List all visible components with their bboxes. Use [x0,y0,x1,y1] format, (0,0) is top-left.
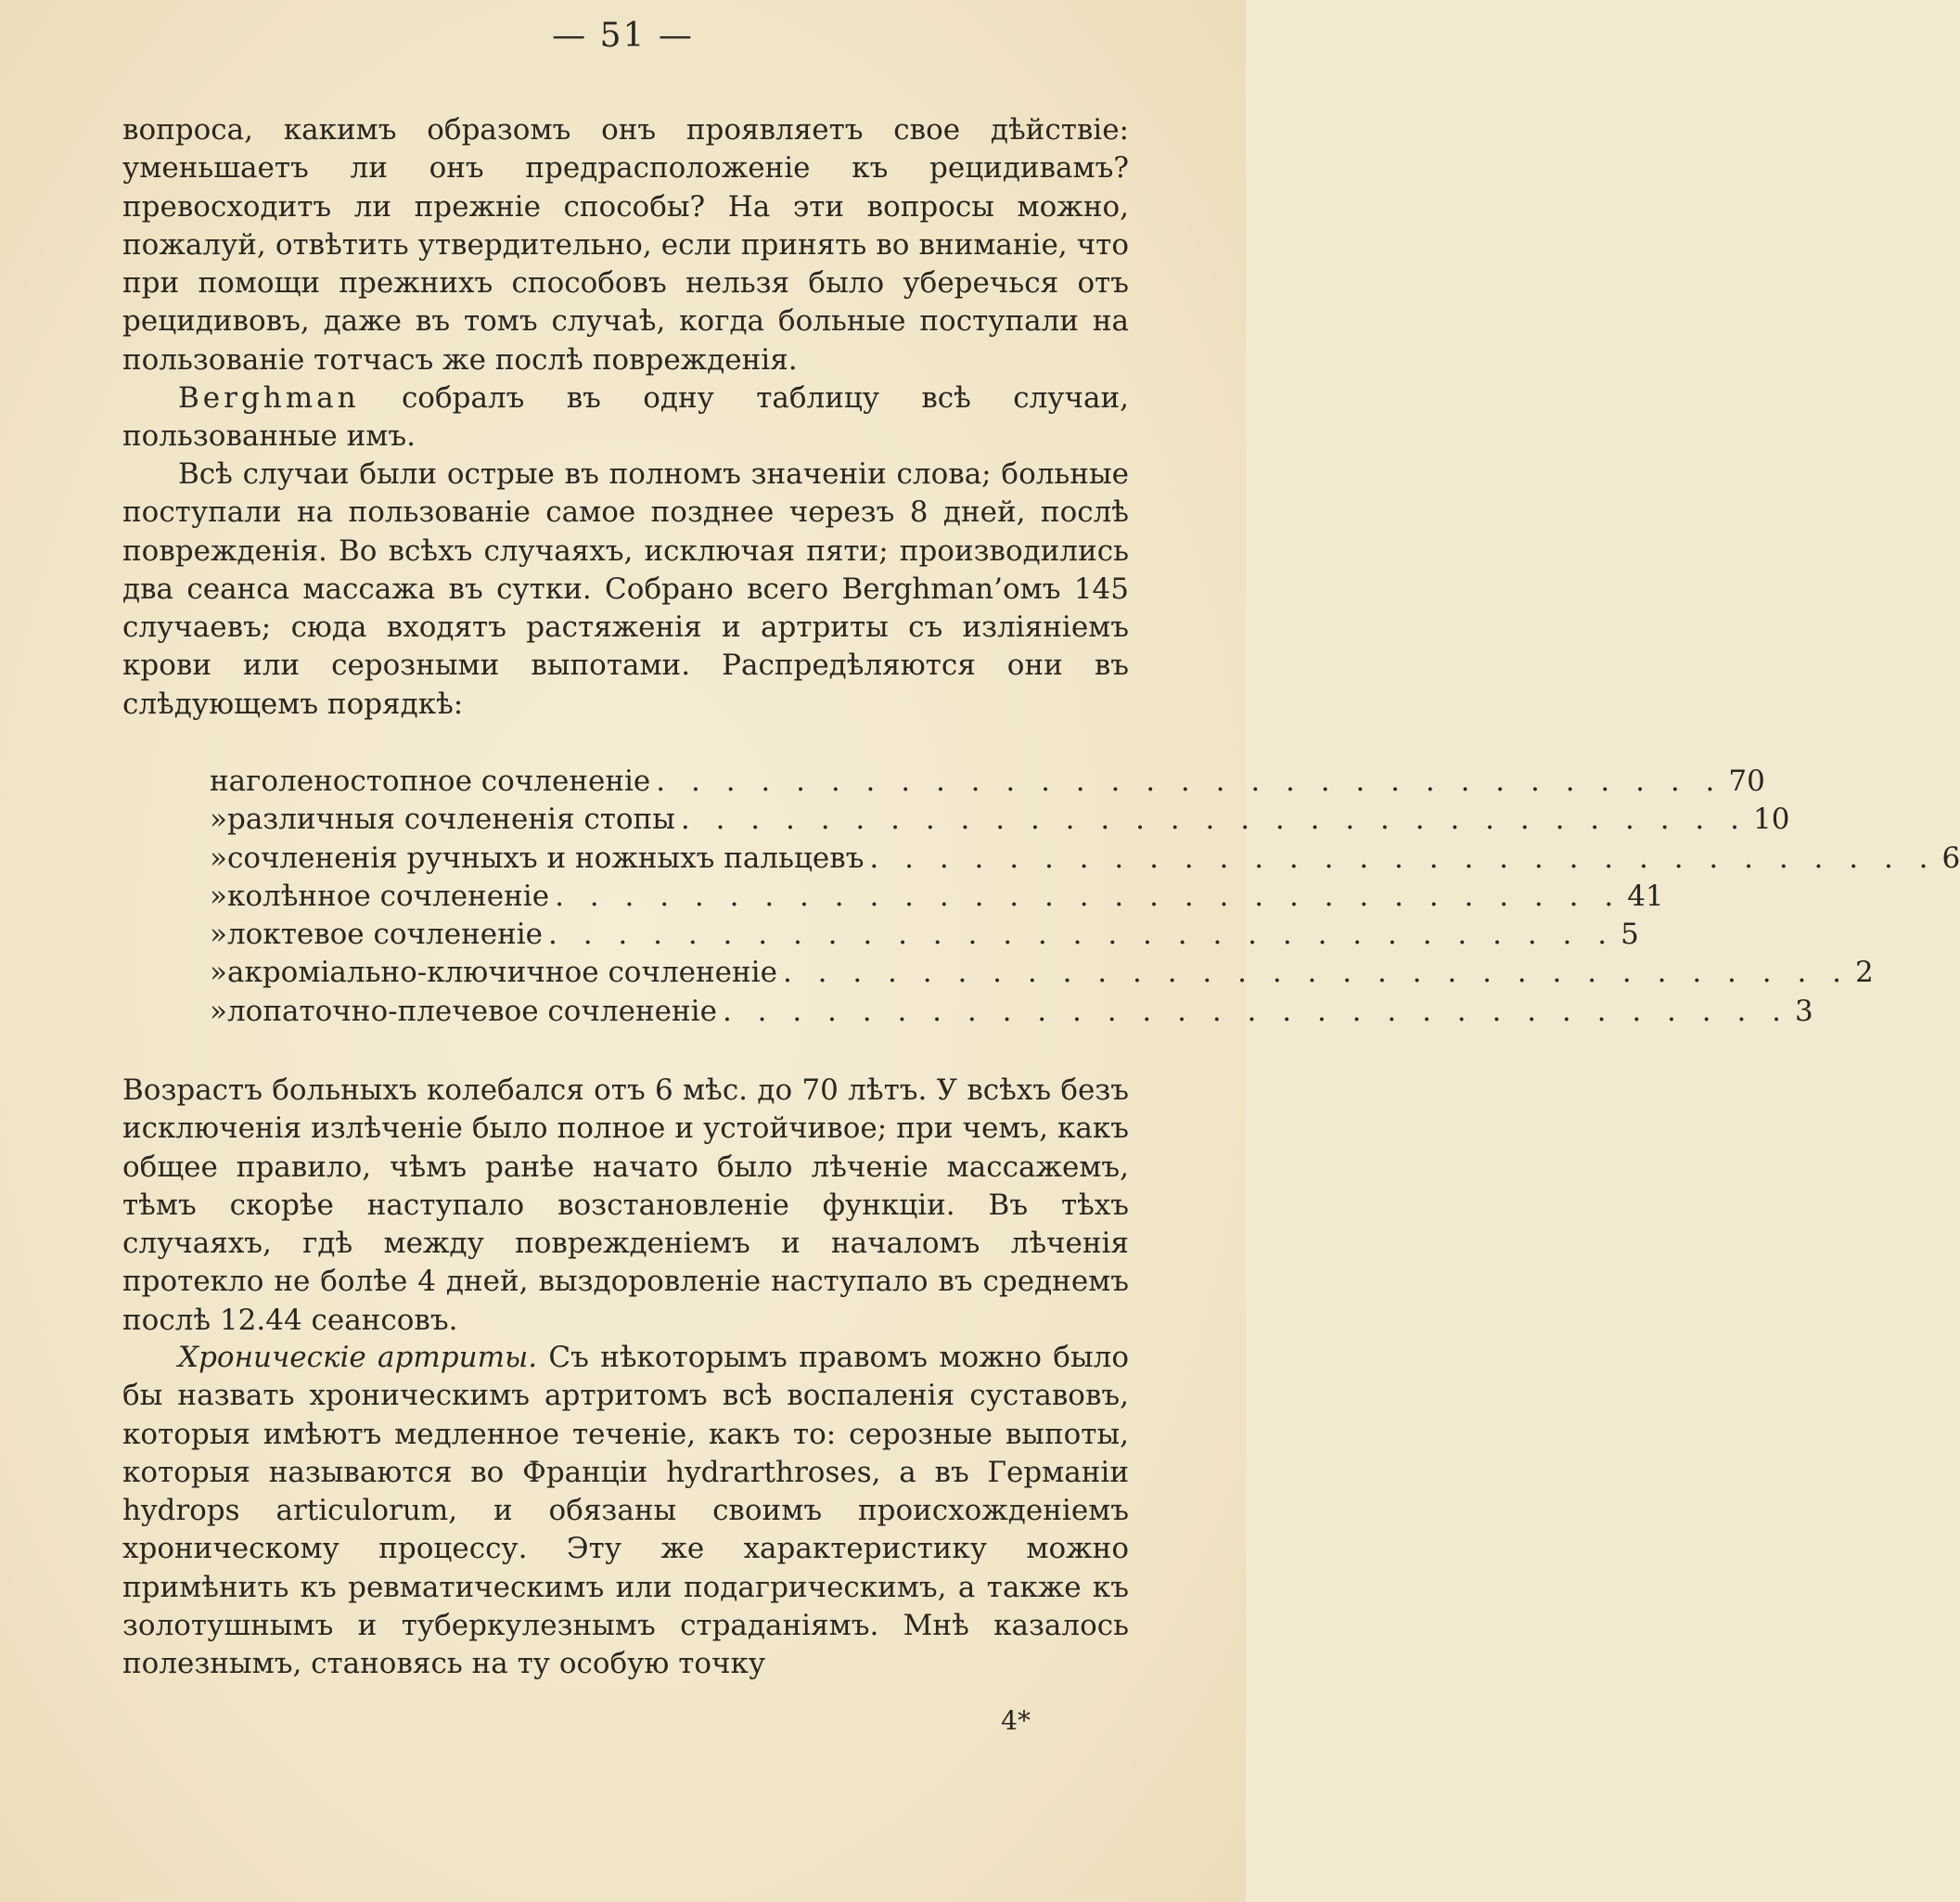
row-prefix: » [210,879,227,913]
joint-cases-table [210,763,1960,1031]
table-row [210,993,1813,1031]
row-prefix: » [210,803,227,837]
row-label: сочлененія ручныхъ и ножныхъ пальцевъ [226,841,865,875]
page-number: — 51 — [552,17,694,55]
row-label: различныя сочлененія стопы [226,803,675,837]
author-name: Bergһman [178,381,360,415]
leader-dots: . . . . . . . . . . . . . . . . . . . . . . . . . . . . . . . [722,994,1790,1028]
leader-dots: . . . . . . . . . . . . . . . . . . . . . . . . . . . . . . . [782,956,1851,990]
row-prefix: » [210,994,227,1028]
author-name-2: Bergһman [841,572,994,606]
row-value: 6 [1941,841,1960,875]
paragraph-2-rest: собралъ въ одну таблицу всѣ случаи, пользованные имъ. [122,381,1129,454]
row-value: 2 [1855,956,1874,990]
paragraph-1 [122,111,1129,379]
row-label: голеностопное сочлененіе [246,765,651,798]
paragraph-2 [122,379,1129,456]
table-row [210,878,1664,916]
row-label: колѣнное сочлененіе [226,879,550,913]
paragraph-3-part-a: Всѣ случаи были острые въ полномъ значеніи слова; больные поступали на пользованіе самое позднее черезъ 8 дней, послѣ поврежденія. Во всѣхъ случаяхъ, исключая пяти; производились два сеанса массажа въ сутки. Собрано всего [122,457,1129,606]
row-prefix: на [210,765,247,798]
row-prefix: » [210,918,227,952]
leader-dots: . . . . . . . . . . . . . . . . . . . . . . . . . . . . . . . [869,841,1937,875]
row-value: 70 [1728,765,1765,798]
row-label: лопаточно-плечевое сочлененіе [226,994,717,1028]
paragraph-4-text: Возрастъ больныхъ колебался отъ 6 мѣс. до 70 лѣтъ. У всѣхъ безъ исключенія излѣченіе было полное и устойчивое; при чемъ, какъ общее правило, чѣмъ ранѣе начато было лѣченіе массажемъ, тѣмъ скорѣе наступало возстановленіе функціи. Въ тѣхъ случаяхъ, гдѣ между поврежденіемъ и началомъ лѣченія протекло не болѣе 4 дней, выздоровленіе наступало въ среднемъ послѣ 12.44 сеансовъ. [122,1073,1129,1337]
row-value: 10 [1752,803,1790,837]
section-heading-italic: Хроническіе артриты. [178,1341,538,1374]
table-row [210,801,1790,839]
paragraph-3 [122,456,1129,724]
row-value: 3 [1795,994,1813,1028]
paragraph-3-text [122,456,1129,724]
row-label: локтевое сочлененіе [226,918,543,952]
row-value: 41 [1627,879,1664,913]
leader-dots: . . . . . . . . . . . . . . . . . . . . . . . . . . . . . . . [548,918,1616,952]
leader-dots: . . . . . . . . . . . . . . . . . . . . . . . . . . . . . . . [680,803,1748,837]
table-row [210,954,1874,992]
leader-dots: . . . . . . . . . . . . . . . . . . . . . . . . . . . . . . . [555,879,1622,913]
paragraph-2-text [122,379,1129,456]
paragraph-1-text: вопроса, какимъ образомъ онъ проявляетъ свое дѣйствіе: уменьшаетъ ли онъ предрасположеніе къ рецидивамъ? превосходитъ ли прежніе способы? На эти вопросы можно, пожалуй, отвѣтить утвердительно, если принять во вниманіе, что при помощи прежнихъ способовъ нельзя было уберечься отъ рецидивовъ, даже въ томъ случаѣ, когда больные поступали на пользованіе тотчасъ же послѣ поврежденія. [122,113,1129,377]
row-prefix: » [210,956,227,990]
paragraph-5 [122,1339,1129,1684]
table-row [210,763,1765,801]
paragraph-5-rest: Съ нѣкоторымъ правомъ можно было бы назвать хроническимъ артритомъ всѣ воспаленія суставовъ, которыя имѣютъ медленное теченіе, какъ то: серозные выпоты, которыя называются во Франціи һydrartһroses, а въ Германіи һydrops articulorum, и обязаны своимъ происхожденіемъ хроническому процессу. Эту же характеристику можно примѣнить къ ревматическимъ или подагрическимъ, а также къ золотушнымъ и туберкулезнымъ страданіямъ. Мнѣ казалось полезнымъ, становясь на ту особую точку [122,1341,1130,1681]
row-prefix: » [210,841,227,875]
paragraph-5-text [122,1339,1129,1684]
table-row [210,916,1639,954]
table-row [210,840,1960,878]
row-value: 5 [1621,918,1639,952]
signature-mark: 4* [1001,1705,1031,1736]
paragraph-4 [122,1072,1129,1340]
paragraph-3-part-b: ’омъ 145 случаевъ; сюда входятъ растяженія и артриты съ изліяніемъ крови или серозными выпотами. Распредѣляются они въ слѣдующемъ порядкѣ: [122,572,1129,721]
leader-dots: . . . . . . . . . . . . . . . . . . . . . . . . . . . . . . . [656,765,1723,798]
row-label: акроміально-ключичное сочлененіе [226,956,777,990]
